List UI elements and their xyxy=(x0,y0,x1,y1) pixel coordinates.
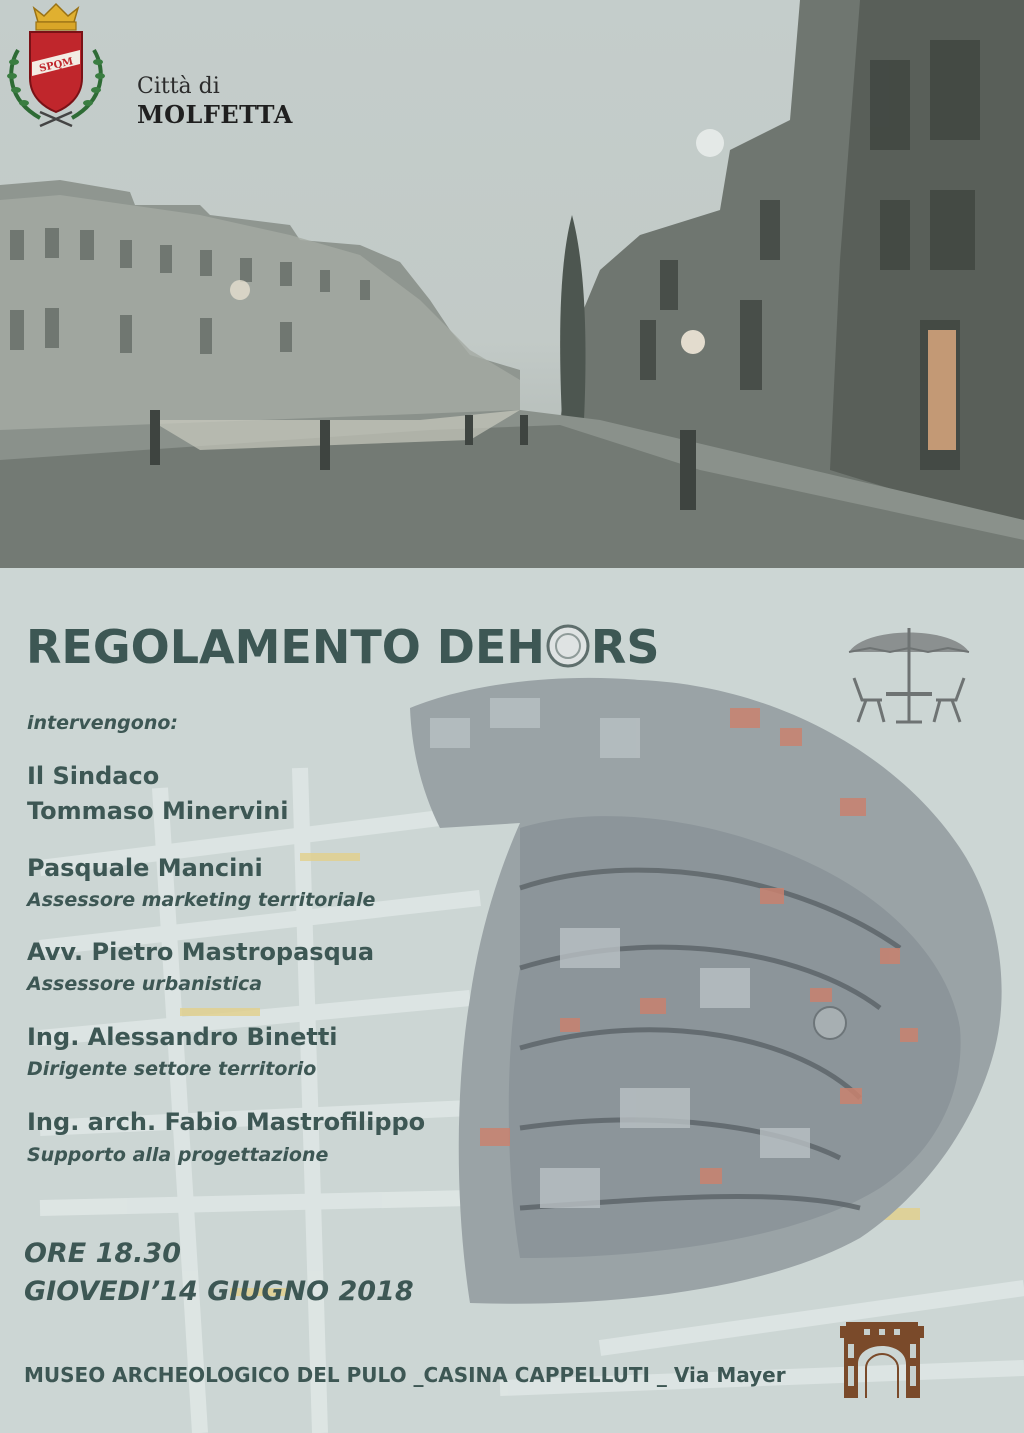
crest-icon xyxy=(0,0,112,132)
event-time: ORE 18.30 xyxy=(24,1238,181,1269)
speaker-3-role: Assessore marketing territoriale xyxy=(27,889,376,911)
speaker-1-name: Il Sindaco xyxy=(27,762,160,790)
intro-label: intervengono: xyxy=(27,712,179,734)
event-venue: MUSEO ARCHEOLOGICO DEL PULO _CASINA CAPPELLUTI _ Via Mayer xyxy=(24,1363,786,1387)
event-date: GIOVEDI’14 GIUGNO 2018 xyxy=(24,1276,414,1307)
umbrella-table-icon xyxy=(846,624,972,726)
museum-arch-icon xyxy=(836,1320,928,1400)
historic-street-photo xyxy=(0,0,1024,568)
speaker-6-role: Supporto alla progettazione xyxy=(27,1144,329,1166)
event-title-part1: REGOLAMENTO DEH xyxy=(26,620,545,674)
title-o-dome-icon xyxy=(545,623,591,669)
speaker-3-name: Pasquale Mancini xyxy=(27,854,263,882)
crest-lettering: SPQM xyxy=(38,56,75,75)
speaker-5-role: Dirigente settore territorio xyxy=(27,1058,317,1080)
speaker-2-name: Tommaso Minervini xyxy=(27,797,289,825)
event-title-part2: RS xyxy=(590,620,660,674)
city-name: MOLFETTA xyxy=(137,100,293,129)
speaker-4-name: Avv. Pietro Mastropasqua xyxy=(27,938,375,966)
speaker-5-name: Ing. Alessandro Binetti xyxy=(27,1023,338,1051)
city-prefix: Città di xyxy=(137,74,220,99)
speaker-6-name: Ing. arch. Fabio Mastrofilippo xyxy=(27,1108,426,1136)
event-title xyxy=(26,620,659,674)
speaker-4-role: Assessore urbanistica xyxy=(27,973,263,995)
